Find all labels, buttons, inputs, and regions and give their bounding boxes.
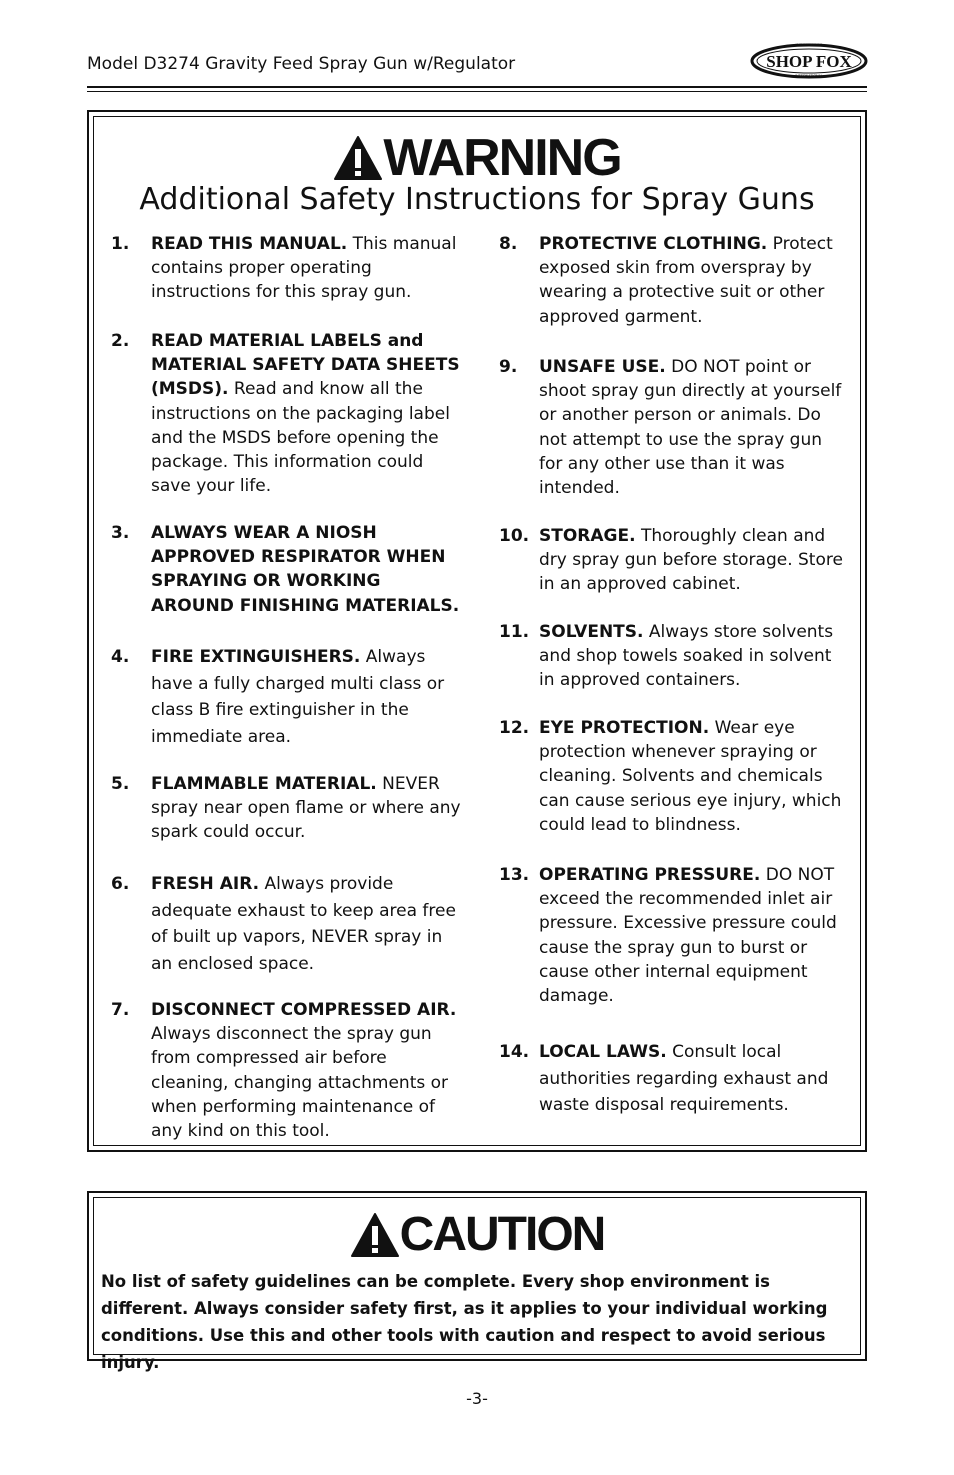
header-rule [87,86,867,88]
svg-text:INTERNATIONAL: INTERNATIONAL [795,74,823,78]
manual-title: Model D3274 Gravity Feed Spray Gun w/Regulator [87,54,516,74]
page-number: -3- [466,1389,488,1408]
caution-triangle-icon [350,1212,400,1258]
svg-text:WOODSTOCK: WOODSTOCK [795,42,823,47]
caution-box [87,1191,867,1372]
warning-signal-word: WARNING [383,129,621,187]
caution-signal [89,1208,865,1261]
caution-text: No list of safety guidelines can be complete. Every shop environment is different. Always consider safety first, as it applies to your individual working conditions. Use this and other tools with caution and respect to avoid serious injury. [101,1272,828,1372]
caution-signal-word: CAUTION [399,1208,605,1261]
warning-signal [89,129,865,187]
warning-subtitle: Additional Safety Instructions for Spray Guns [139,182,815,217]
warning-box: WARNING Additional Safety Instructions for Spray Guns 1. READ THIS MANUAL. This manual contains proper operating instructions for this spray gun. 2. READ MATERIAL LABELS and MATERIAL SAFETY DATA SHEETS (MSDS). Read and know all the instructions on the packaging label and the MSDS before opening the package. This information could save your life. 3. ALWAYS WEAR A NIOSH APPROVED RESPIRATOR WHEN SPRAYING OR WORKING AROUND FINISHING MATERIALS. 4. FIRE EXTINGUISHERS. Always have a fully charged multi class or class B fire extinguisher in the immediate area. 5. FLAMMABLE MATERIAL. NEVER spray near open flame or where any spark could occur. 6. FRESH AIR. Always provide adequate exhaust to keep area free of built up vapors, NEVER spray in an enclosed space. 7. DISCONNECT COMPRESSED AIR. Always disconnect the spray gun from compressed air before cleaning, changing attachments or when performing maintenance of any kind on this tool. 8. PROTECTIVE CLOTHING. Protect exposed skin from overspray by wearing a protective suit or other approved garment. 9. UNSAFE USE. DO NOT point or shoot spray gun directly at yourself or another person or animals. Do not attempt to use the spray gun for any other use than it was intended. 10. STORAGE. Thoroughly clean and dry spray gun before storage. Store in an approved cabinet. 11. SOLVENTS. Always store solvents and shop towels soaked in solvent in approved containers. 12. EYE PROTECTION. Wear eye protection whenever spraying or cleaning. Solvents and chemicals can cause serious eye injury, which could lead to blindness. 13. OPERATING PRESSURE. DO NOT exceed the recommended inlet air pressure. Excessive pressure could cause the spray gun to burst or cause other internal equipment damage. 14. LOCAL LAWS. Consult local authorities regarding exhaust and waste disposal requirements. [87,110,867,1152]
header-rule-thin [87,91,867,92]
svg-text:SHOP FOX: SHOP FOX [766,52,852,71]
warning-triangle-icon [333,135,383,181]
shop-fox-logo [750,40,868,80]
